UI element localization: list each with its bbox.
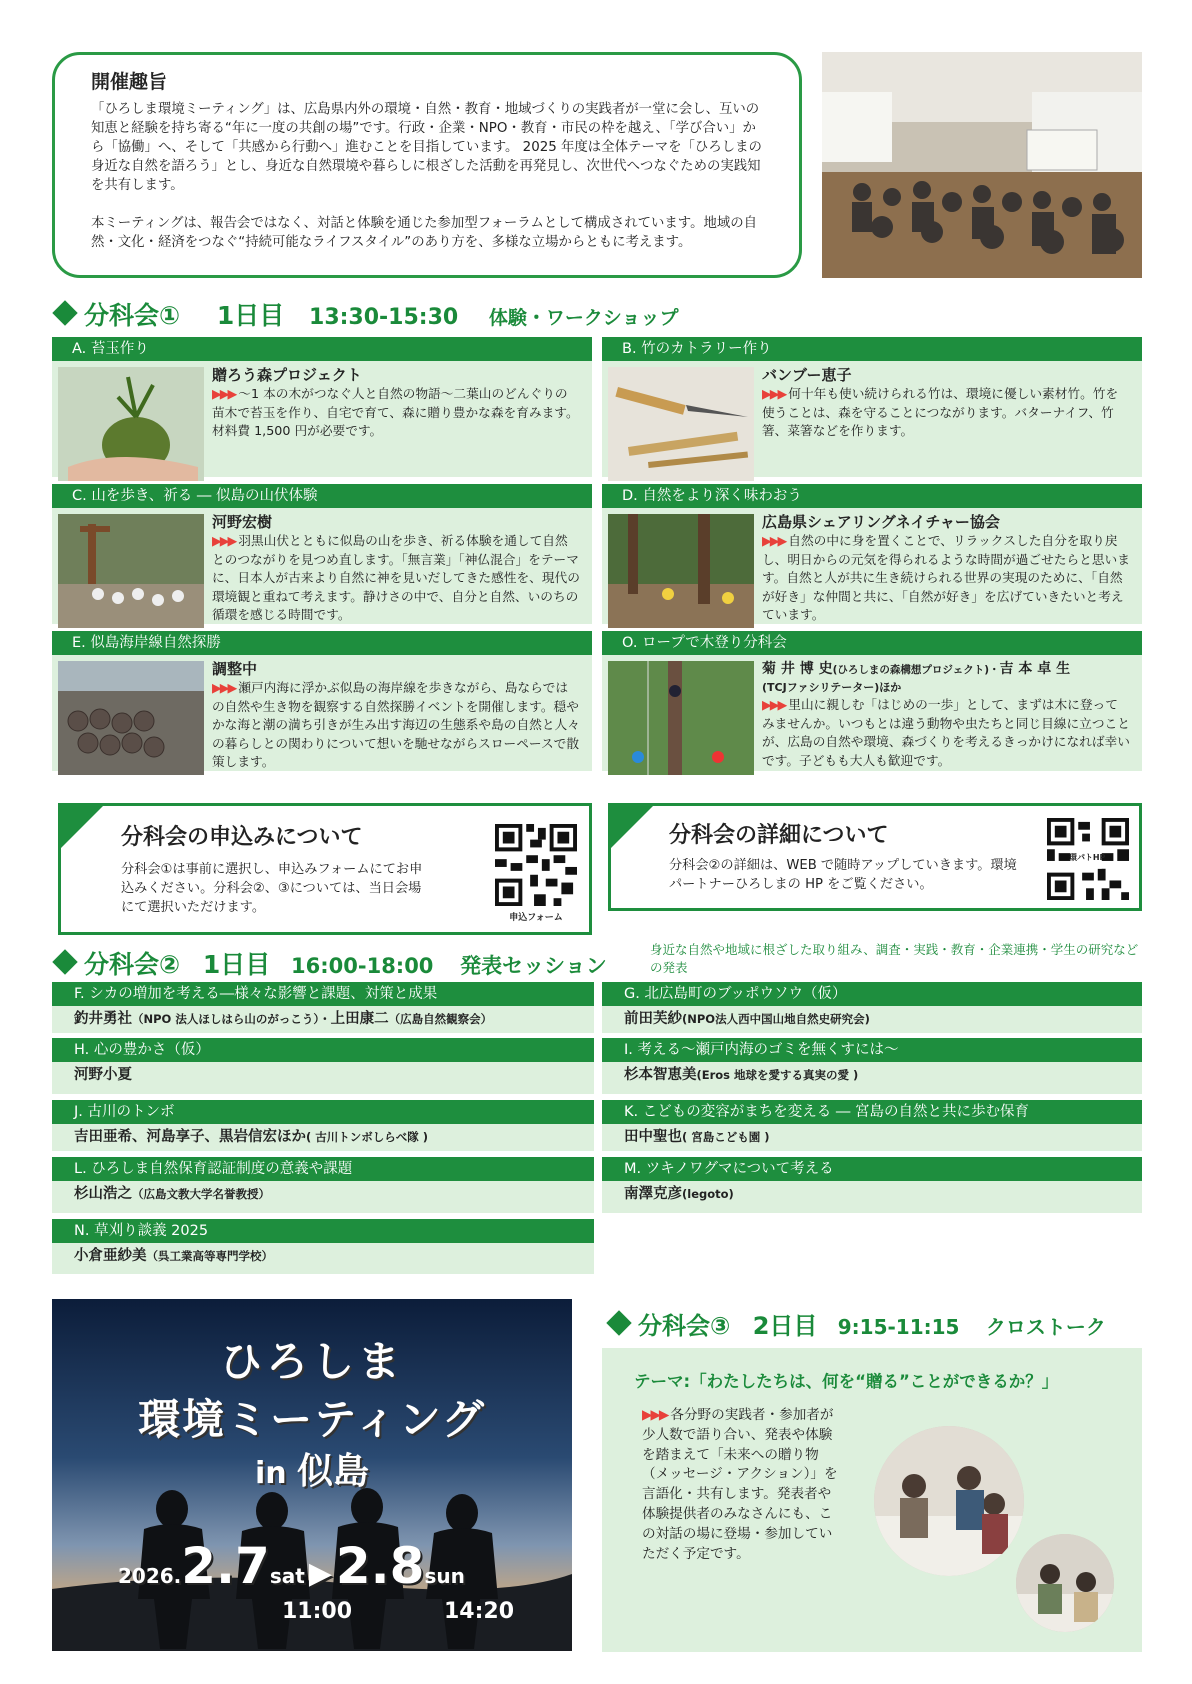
event-poster <box>52 1299 572 1651</box>
row-presenter: 田中聖也 <box>624 1129 682 1145</box>
card-header: O. ロープで木登り分科会 <box>602 631 1142 655</box>
row-affiliation-2: （広島自然観察会） <box>388 1012 493 1026</box>
details-qr-caption: 環パトHP <box>1069 853 1106 862</box>
workshop-card-o <box>602 631 1142 771</box>
card-name-2: 吉 本 卓 生 <box>999 661 1071 677</box>
row-presenter: 小倉亜紗美 <box>74 1248 147 1264</box>
intro-paragraph-2: 本ミーティングは、報告会ではなく、対話と体験を通じた参加型フォーラムとして構成されています。地域の自然・文化・経済をつなぐ“持続可能なライフスタイル”のあり方を、多様な立場からともに考えます。 <box>91 216 758 250</box>
card-name: 調整中 <box>212 660 258 678</box>
card-text: ～1 本の木がつなぐ人と自然の物語～二葉山のどんぐりの苗木で苔玉を作り、自宅で育て、森に贈り豊かな森を育みます。材料費 1,500 円が必要です。 <box>212 386 579 438</box>
session1-day: 1日目 <box>216 301 285 330</box>
workshop-card-a <box>52 337 592 477</box>
workshop-card-b <box>602 337 1142 477</box>
row-header: G. 北広島町のブッポウソウ（仮） <box>602 982 1142 1006</box>
session2-day: 1日目 <box>202 950 271 979</box>
row-affiliation: （NPO 法人ほしはら山のがっこう）・ <box>132 1012 331 1026</box>
intro-paragraph-1: 「ひろしま環境ミーティング」は、広島県内外の環境・自然・教育・地域づくりの実践者が一堂に会し、互いの知恵と経験を持ち寄る“年に一度の共創の場”です。行政・企業・NPO・教育・市民の枠を越え、「学び合い」から「協働」へ、そして「共感から行動へ」進むことを目指しています。 2025 年度は全体テーマを「ひろしまの身近な自然を語ろう」とし、身近な自然環境や暮らしに根ざした活動を再発見し、次世代へつなぐための実践知を共有します。 <box>91 102 762 193</box>
crosstalk-photo-2 <box>1016 1534 1114 1632</box>
row-presenter: 南澤克彦 <box>624 1186 682 1202</box>
card-text: 何十年も使い続けられる竹は、環境に優しい素材竹。竹を使うことは、森を守ることにつながります。バターナイフ、竹箸、菜箸などを作ります。 <box>762 386 1119 438</box>
session2-title <box>56 945 607 981</box>
session2-row-j <box>52 1100 594 1151</box>
session3-day: 2日目 <box>752 1312 818 1340</box>
details-text: 分科会②の詳細は、WEB で随時アップしていきます。環境パートナーひろしまの HP をご覧ください。 <box>669 858 1017 892</box>
session2-row-m <box>602 1157 1142 1213</box>
card-name-affiliation: (ひろしまの森構想プロジェクト)・ <box>832 664 1000 676</box>
triple-arrow-icon: ▶▶▶ <box>212 386 236 401</box>
row-header: L. ひろしま自然保育認証制度の意義や課題 <box>52 1157 594 1181</box>
session3-kind: クロストーク <box>985 1315 1106 1339</box>
triple-arrow-icon: ▶▶▶ <box>642 1407 668 1423</box>
session3-title <box>610 1306 1106 1341</box>
poster-dow2: sun <box>424 1564 465 1588</box>
poster-place: 似島 <box>297 1451 370 1492</box>
card-header: A. 苔玉作り <box>52 337 592 361</box>
apply-title: 分科会の申込みについて <box>121 825 363 850</box>
session2-row-f <box>52 982 594 1033</box>
details-qr-code[interactable] <box>1047 818 1129 900</box>
session2-row-g <box>602 982 1142 1033</box>
session2-row-l <box>52 1157 594 1213</box>
session1-title <box>56 296 679 332</box>
details-title: 分科会の詳細について <box>669 823 889 848</box>
apply-info-box <box>58 803 592 935</box>
card-name: 河野宏樹 <box>212 513 273 531</box>
row-affiliation: ( 宮島こども園 ) <box>682 1130 770 1144</box>
workshop-card-e <box>52 631 592 771</box>
row-affiliation: (legoto) <box>682 1187 734 1201</box>
row-affiliation: （広島文教大学名誉教授） <box>132 1187 270 1201</box>
crosstalk-photo-1 <box>874 1426 1024 1576</box>
session2-note: 身近な自然や地域に根ざした取り組み、調査・実践・教育・企業連携・学生の研究などの発表 <box>650 942 1139 975</box>
yamabushi-photo <box>58 514 204 628</box>
row-header: K. こどもの変容がまちを変える ― 宮島の自然と共に歩む保育 <box>602 1100 1142 1124</box>
bamboo-knife-photo <box>608 367 754 481</box>
card-header: B. 竹のカトラリー作り <box>602 337 1142 361</box>
apply-qr-code[interactable] <box>495 824 577 906</box>
row-presenter: 杉山浩之 <box>74 1186 132 1202</box>
session2-row-h <box>52 1038 594 1094</box>
workshop-card-c <box>52 484 592 624</box>
apply-qr-caption: 申込フォーム <box>509 913 563 923</box>
session3-time: 9:15-11:15 <box>837 1315 960 1339</box>
session2-time: 16:00-18:00 <box>291 954 434 978</box>
card-name: 贈ろう森プロジェクト <box>212 366 362 384</box>
card-name: 広島県シェアリングネイチャー協会 <box>762 513 1000 531</box>
card-header: E. 似島海岸線自然探勝 <box>52 631 592 655</box>
session2-kind: 発表セッション <box>460 954 607 978</box>
row-header: J. 古川のトンボ <box>52 1100 594 1124</box>
poster-time1: 11:00 <box>282 1599 353 1624</box>
row-presenter: 河野小夏 <box>74 1067 132 1083</box>
card-text: 羽黒山伏とともに似島の山を歩き、祈る体験を通して自然とのつながりを見つめ直します。「無言業」「神仏混合」をテーマに、日本人が古来より自然に神を見いだしてきた感性を、現代の環境観と重ねて考えます。静けさの中で、自分と自然、いのちの循環を感じる時間です。 <box>212 533 580 622</box>
row-header: N. 草刈り談義 2025 <box>52 1219 594 1243</box>
poster-dow1: sat <box>269 1564 305 1588</box>
diamond-icon <box>52 300 77 325</box>
row-presenter: 前田芙紗 <box>624 1011 682 1027</box>
diamond-icon <box>606 1310 631 1335</box>
card-name-affiliation-2: (TCJファシリテーター)ほか <box>762 681 902 694</box>
triple-arrow-icon: ▶▶▶ <box>212 533 236 548</box>
card-text: 里山に親しむ「はじめの一歩」として、まずは木に登ってみませんか。いつもとは違う動物や虫たちと同じ目線に立つことが、広島の自然や環境、森づくりを考えるきっかけになれば幸いです。子どもも大人も歓迎です。 <box>762 697 1130 768</box>
moss-ball-photo <box>58 367 204 481</box>
row-presenter: 杉本智恵美 <box>624 1067 697 1083</box>
session2-name: 分科会② <box>84 950 181 979</box>
poster-in: in <box>254 1456 287 1491</box>
diamond-icon <box>52 949 77 974</box>
row-affiliation: ( 古川トンボしらべ隊 ) <box>306 1130 429 1144</box>
triple-arrow-icon: ▶▶▶ <box>762 386 786 401</box>
row-header: I. 考える～瀬戸内海のゴミを無くすには～ <box>602 1038 1142 1062</box>
venue-photo <box>822 52 1142 278</box>
row-header: M. ツキノワグマについて考える <box>602 1157 1142 1181</box>
triple-arrow-icon: ▶▶▶ <box>762 697 786 712</box>
session3-name: 分科会③ <box>638 1312 731 1340</box>
poster-date2: 2.8 <box>335 1537 425 1595</box>
forest-photo <box>608 514 754 628</box>
poster-title-line2: 環境ミーティング <box>138 1395 486 1444</box>
card-text: 自然の中に身を置くことで、リラックスした自分を取り戻し、明日からの元気を得られるような時間が過ごせたらと思います。自然と人が共に生き続けられる世界の実現のために、「自然が好き」な仲間と共に、「自然が好き」を広げていきたいと考えています。 <box>762 533 1130 622</box>
intro-heading: 開催趣旨 <box>91 71 168 93</box>
arrow-right-icon: ▶ <box>308 1556 332 1591</box>
session3-theme: テーマ:「わたしたちは、何を“贈る”ことができるか？」 <box>634 1372 1059 1391</box>
poster-time2: 14:20 <box>444 1599 515 1624</box>
session2-row-k <box>602 1100 1142 1151</box>
row-affiliation: （呉工業高等専門学校） <box>146 1249 273 1263</box>
details-info-box <box>608 803 1142 911</box>
row-affiliation: (NPO法人西中国山地自然史研究会) <box>682 1012 870 1026</box>
row-presenter: 釣井勇社 <box>74 1011 132 1027</box>
session2-row-i <box>602 1038 1142 1094</box>
triple-arrow-icon: ▶▶▶ <box>762 533 786 548</box>
poster-title-line1: ひろしま <box>219 1337 404 1386</box>
card-name: バンブー恵子 <box>762 366 852 384</box>
poster-dates <box>118 1537 465 1595</box>
poster-date1: 2.7 <box>181 1537 270 1595</box>
row-affiliation: (Eros 地球を愛する真実の愛 ) <box>696 1068 859 1082</box>
session1-kind: 体験・ワークショップ <box>488 307 679 329</box>
card-header: C. 山を歩き、祈る ― 似島の山伏体験 <box>52 484 592 508</box>
poster-year: 2026. <box>118 1564 182 1588</box>
session3-text: 各分野の実践者・参加者が少人数で語り合い、発表や体験を踏まえて「未来への贈り物（メッセージ・アクション）」を言語化・共有します。発表者や体験提供者のみなさんにも、この対話の場に登場・参加していただく予定です。 <box>642 1407 838 1562</box>
row-header: H. 心の豊かさ（仮） <box>52 1038 594 1062</box>
row-presenter-2: 上田康二 <box>330 1011 389 1027</box>
card-header: D. 自然をより深く味わおう <box>602 484 1142 508</box>
row-presenter: 吉田亜希、河島享子、黒岩信宏ほか <box>74 1129 306 1145</box>
intro-box <box>52 52 802 278</box>
coastline-photo <box>58 661 204 775</box>
apply-text: 分科会①は事前に選択し、申込みフォームにてお申込みください。分科会②、③については、当日会場にて選択いただけます。 <box>121 862 423 915</box>
row-header: F. シカの増加を考える―様々な影響と課題、対策と成果 <box>52 982 594 1006</box>
card-name: 菊 井 博 史 <box>762 661 833 677</box>
triple-arrow-icon: ▶▶▶ <box>212 680 236 695</box>
card-text: 瀬戸内海に浮かぶ似島の海岸線を歩きながら、島ならではの自然や生き物を観察する自然探勝イベントを開催します。穏やかな海と潮の満ち引きが生み出す海辺の生態系や島の自然と人々の暮らしとの関わりについて想いを馳せながらスローペースで散策します。 <box>212 680 580 769</box>
tree-climbing-photo <box>608 661 754 775</box>
session1-name: 分科会① <box>84 301 181 330</box>
session2-row-n <box>52 1219 594 1274</box>
session3-box <box>602 1348 1142 1652</box>
session1-time: 13:30-15:30 <box>309 305 459 330</box>
workshop-card-d <box>602 484 1142 624</box>
